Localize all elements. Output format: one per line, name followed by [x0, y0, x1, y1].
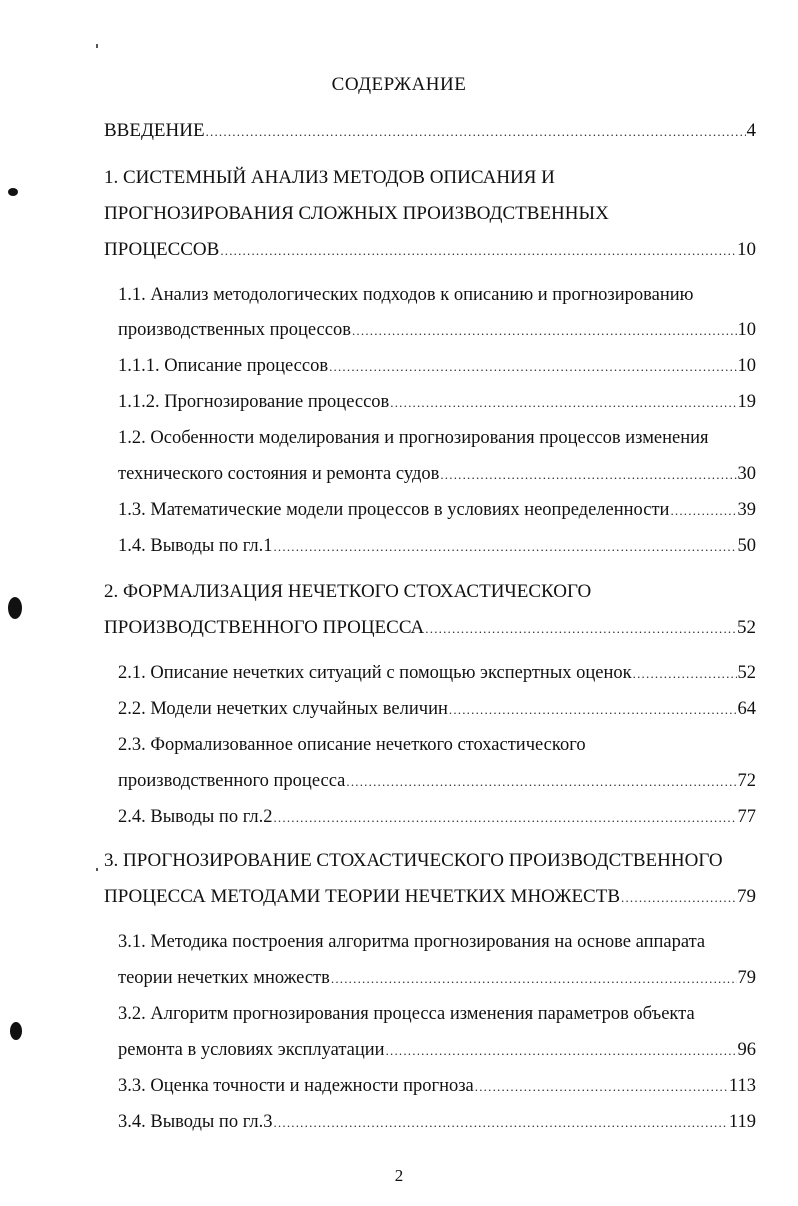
toc-leader-dots	[331, 971, 737, 987]
toc-entry-text: 1.1.2. Прогнозирование процессов	[118, 392, 390, 412]
toc-entry-text: 3.3. Оценка точности и надежности прогноза	[118, 1076, 474, 1096]
toc-entry-page: 10	[737, 356, 756, 376]
toc-chapter-3-line1: 3. ПРОГНОЗИРОВАНИЕ СТОХАСТИЧЕСКОГО ПРОИЗВОДСТВЕННОГО	[104, 850, 723, 871]
toc-entry-page: 52	[737, 663, 756, 683]
toc-entry-page: 119	[728, 1112, 756, 1132]
toc-leader-dots	[425, 621, 736, 637]
toc-section-3-1-line1: 3.1. Методика построения алгоритма прогнозирования на основе аппарата	[118, 932, 706, 952]
toc-entry-text: 2.2. Модели нечетких случайных величин	[118, 699, 448, 719]
toc-entry-section-2-2	[118, 699, 756, 720]
toc-entry-section-3-4	[118, 1112, 756, 1133]
toc-entry-text: теории нечетких множеств	[118, 968, 330, 988]
toc-title: СОДЕРЖАНИЕ	[331, 74, 467, 95]
toc-entry-text: производственного процесса	[118, 771, 346, 791]
toc-entry-page: 50	[737, 536, 756, 556]
toc-chapter-2-line1: 2. ФОРМАЛИЗАЦИЯ НЕЧЕТКОГО СТОХАСТИЧЕСКОГО	[104, 581, 592, 602]
toc-entry-text: ремонта в условиях эксплуатации	[118, 1040, 385, 1060]
toc-entry-text: технического состояния и ремонта судов	[118, 464, 440, 484]
toc-leader-dots	[273, 810, 736, 826]
toc-entry-text: ПРОИЗВОДСТВЕННОГО ПРОЦЕССА	[104, 617, 425, 638]
toc-entry-page: 96	[737, 1040, 756, 1060]
toc-leader-dots	[621, 890, 736, 906]
toc-entry-section-1-2	[118, 464, 756, 485]
toc-section-1-1-line1: 1.1. Анализ методологических подходов к описанию и прогнозированию	[118, 285, 694, 305]
toc-entry-page: 79	[737, 968, 756, 988]
toc-leader-dots	[220, 243, 736, 259]
toc-section-3-2-line1: 3.2. Алгоритм прогнозирования процесса изменения параметров объекта	[118, 1004, 695, 1024]
toc-entry-text: ПРОЦЕССА МЕТОДАМИ ТЕОРИИ НЕЧЕТКИХ МНОЖЕСТВ	[104, 886, 621, 907]
toc-entry-page: 79	[737, 886, 756, 907]
toc-entry-page: 10	[737, 320, 756, 340]
toc-entry-section-1-4	[118, 536, 756, 557]
toc-section-2-3-line1: 2.3. Формализованное описание нечеткого стохастического	[118, 735, 586, 755]
scan-speck	[96, 44, 98, 48]
toc-entry-page: 10	[737, 239, 756, 260]
toc-entry-section-2-4	[118, 807, 756, 828]
page-number: 2	[394, 1166, 404, 1185]
toc-chapter-1-line2: ПРОГНОЗИРОВАНИЯ СЛОЖНЫХ ПРОИЗВОДСТВЕННЫХ	[104, 203, 609, 224]
toc-leader-dots	[633, 666, 737, 682]
scan-speck	[8, 188, 18, 196]
toc-leader-dots	[440, 467, 736, 483]
toc-entry-page: 19	[737, 392, 756, 412]
toc-leader-dots	[475, 1079, 728, 1095]
toc-entry-section-3-1	[118, 968, 756, 989]
toc-entry-chapter-2	[104, 617, 756, 639]
toc-entry-page: 113	[728, 1076, 756, 1096]
toc-entry-section-1-1-1	[118, 356, 756, 377]
toc-entry-text: 1.4. Выводы по гл.1	[118, 536, 273, 556]
toc-entry-page: 4	[746, 120, 756, 141]
toc-leader-dots	[386, 1043, 737, 1059]
toc-leader-dots	[670, 503, 736, 519]
toc-leader-dots	[206, 124, 746, 140]
toc-entry-chapter-1	[104, 239, 756, 261]
toc-entry-section-3-2	[118, 1040, 756, 1061]
toc-leader-dots	[329, 359, 736, 375]
toc-entry-page: 64	[737, 699, 756, 719]
toc-leader-dots	[449, 702, 737, 718]
toc-entry-page: 77	[737, 807, 756, 827]
toc-leader-dots	[352, 323, 737, 339]
toc-entry-text: ВВЕДЕНИЕ	[104, 120, 205, 141]
toc-section-1-2-line1: 1.2. Особенности моделирования и прогнозирования процессов изменения	[118, 428, 709, 448]
toc-entry-text: 1.3. Математические модели процессов в условиях неопределенности	[118, 500, 670, 520]
toc-entry-text: 2.1. Описание нечетких ситуаций с помощью экспертных оценок	[118, 663, 632, 683]
toc-entry-section-1-1-2	[118, 392, 756, 413]
toc-entry-chapter-3	[104, 886, 756, 908]
toc-entry-text: ПРОЦЕССОВ	[104, 239, 220, 260]
toc-entry-text: 2.4. Выводы по гл.2	[118, 807, 273, 827]
toc-leader-dots	[273, 539, 736, 555]
scan-speck	[96, 868, 98, 871]
toc-entry-text: 3.4. Выводы по гл.3	[118, 1112, 273, 1132]
toc-entry-page: 39	[737, 500, 756, 520]
toc-entry-text: 1.1.1. Описание процессов	[118, 356, 329, 376]
toc-leader-dots	[390, 395, 736, 411]
toc-entry-page: 52	[737, 617, 756, 638]
toc-entry-section-2-1	[118, 663, 756, 684]
toc-entry-section-1-1	[118, 320, 756, 341]
toc-entry-text: производственных процессов	[118, 320, 351, 340]
scan-blot	[10, 1022, 22, 1040]
toc-entry-page: 72	[737, 771, 756, 791]
scan-blot	[8, 597, 22, 619]
toc-entry-section-2-3	[118, 771, 756, 792]
toc-leader-dots	[273, 1115, 727, 1131]
toc-leader-dots	[346, 774, 736, 790]
toc-entry-page: 30	[737, 464, 756, 484]
toc-entry-section-3-3	[118, 1076, 756, 1097]
toc-entry-section-1-3	[118, 500, 756, 521]
toc-chapter-1-line1: 1. СИСТЕМНЫЙ АНАЛИЗ МЕТОДОВ ОПИСАНИЯ И	[104, 167, 555, 188]
toc-entry-introduction	[104, 120, 756, 142]
